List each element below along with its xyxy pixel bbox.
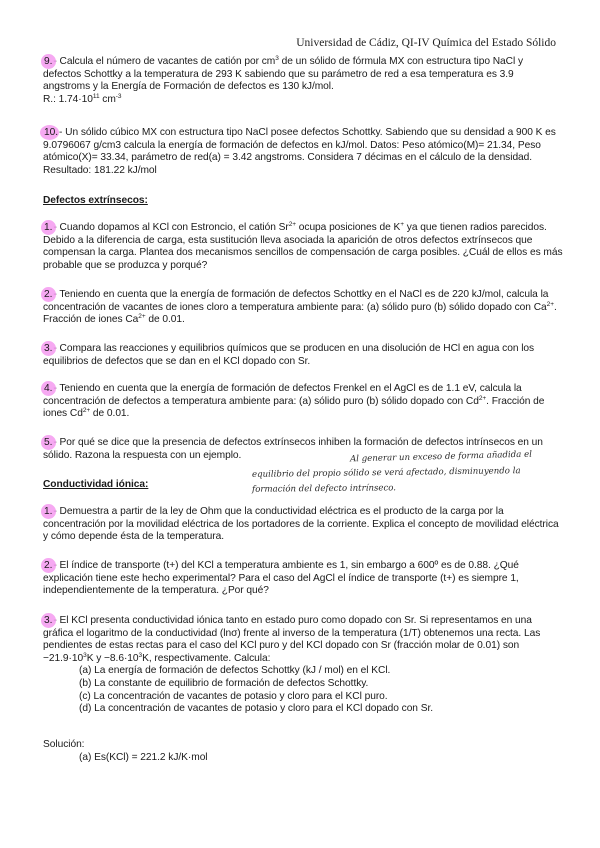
list-item: (a) La energía de formación de defectos Schottky (kJ / mol) en el KCl. [79,665,391,677]
page-header: Universidad de Cádiz, QI-IV Química del Estado Sólido [296,37,556,49]
problem-10-text: 10.- Un sólido cúbico MX con estructura tipo NaCl posee defectos Schottky. Sabiendo que su densidad a 900 K es 9.0796067 g/cm3 calcula la energía de formación de defectos en kJ/mol. Datos: Peso atómico(M)= 21.34, Peso atómico(X)= 33.34, parámetro de red(a) = 3.42 angstroms. Considera 7 décimas en el cálculo de la densidad. Resultado: 181.22 kJ/mol [43,127,556,176]
list-item: (b) La constante de equilibrio de formación de defectos Schottky. [79,677,369,689]
solution-label: Solución: [43,739,85,750]
extrinsic-problem-2: 2.- Teniendo en cuenta que la energía de formación de defectos Schottky en el NaCl es de 220 kJ/mol, calcula la concentración de vacantes de iones cloro a temperatura ambiente para: (a) sólido puro (b) sólido dopado con $Ca^{2+}$. Fracción de iones $Ca^{2+}$ de 0.01. [43,289,557,326]
extrinsic-5-number: 5. [44,437,53,448]
extrinsic-problem-5: 5.- Por qué se dice que la presencia de defectos extrínsecos inhiben la formación de defectos intrínsecos en un sólido. Razona la respuesta con un ejemplo. [43,437,543,461]
extrinsic-problem-1: 1.- Cuando dopamos al KCl con Estroncio, el catión $Sr^{2+}$ ocupa posiciones de K+ ya que tienen radios parecidos. Debido a la diferencia de carga, esta sustitución lleva asociada la aparición de otros defectos extrínsecos que compensan la carga. Plantea dos mecanismos sencillos de compensación de carga posibles. ¿Cuál de ellos es más probable que se produzca y porqué? [43,221,563,271]
problem-10-number: 10. [44,127,59,138]
handwritten-note-line-1: Al generar un exceso de forma añadida el [349,449,533,465]
problem-9-text: 9.- Calcula el número de vacantes de catión por $cm^3$ de un sólido de fórmula MX con estructura tipo NaCl y defectos Schottky a la temperatura de 293 K sabiendo que su parámetro de red a esa temperatura es 3.9 angstroms y la Energía de Formación de defectos es 130 kJ/mol. [43,55,524,93]
problem-10 [43,127,563,177]
problem-9 [43,56,563,106]
conductivity-2-number: 2. [44,560,53,571]
conductivity-3-number: 3. [44,615,53,626]
conductivity-problem-1: 1.- Demuestra a partir de la ley de Ohm que la conductividad eléctrica es el producto de la carga por la concentración por la movilidad eléctrica de los portadores de la corriente. Explica el concepto de movilidad eléctrica y cómo depende ésta de la temperatura. [43,506,559,543]
list-item: (c) La concentración de vacantes de potasio y cloro para el KCl puro. [79,690,388,702]
handwritten-note-line-3: formación del defecto intrínseco. [251,483,397,495]
conductivity-problem-3: 3.- El KCl presenta conductividad iónica tanto en estado puro como dopado con Sr. Si representamos en una gráfica el logaritmo de la conductividad (lnσ) frente al inverso de la temperatura (1/T) obtenemos una recta. Las pendientes de estas rectas para el caso del KCl puro y del KCl dopado con Sr (fracción molar de 0.01) son $-21.9\cdot 10^3K$ $y -8.6\cdot 10^3K$, respectivamente. Calcula: (a) La energía de formación de defectos Schottky (kJ / mol) en el KCl. (b) La constante de equilibrio de formación de defectos Schottky. (c) La concentración de vacantes de potasio y cloro para el KCl puro. (d) La concentración de vacantes de potasio y cloro para el KCl dopado con Sr. [43,615,563,716]
extrinsic-4-number: 4. [44,383,53,394]
conductivity-1-number: 1. [44,506,53,517]
handwritten-note-line-2: equilibrio del propio sólido se verá afectado, disminuyendo la [251,466,521,480]
problem-9-number: 9. [44,56,53,67]
solution [43,739,563,764]
problem-9-result: R.: $1.74\cdot 10^{11}$ $cm^{-3}$ [43,92,122,105]
conductivity-problem-2: 2.- El índice de transporte (t+) del KCl a temperatura ambiente es 1, sin embargo a 600º es de 0.88. ¿Qué explicación tiene este hecho experimental? Para el caso del AgCl el índice de transporte (t+) es siempre 1, independientemente de la temperatura. ¿Por qué? [43,560,519,597]
extrinsic-3-number: 3. [44,343,53,354]
extrinsic-problem-3: 3.- Compara las reacciones y equilibrios químicos que se producen en una disolución de HCl en agua con los equilibrios de defectos que se dan en el KCl dopado con Sr. [43,343,535,367]
solution-line: (a) Es(KCl) = 221.2 kJ/K·mol [79,751,208,763]
section-heading-ionic: Conductividad iónica: [43,479,149,490]
list-item: (d) La concentración de vacantes de potasio y cloro para el KCl dopado con Sr. [79,703,434,715]
extrinsic-2-number: 2. [44,289,53,300]
extrinsic-1-number: 1. [44,222,53,233]
section-heading-extrinsic: Defectos extrínsecos: [43,195,148,206]
extrinsic-problem-4: 4.- Teniendo en cuenta que la energía de formación de defectos Frenkel en el AgCl es de 1.1 eV, calcula la concentración de defectos a temperatura ambiente para: (a) sólido puro (b) sólido dopado con $Cd^{2+}$. Fracción de iones $Cd^{2+}$ de 0.01. [43,383,545,420]
